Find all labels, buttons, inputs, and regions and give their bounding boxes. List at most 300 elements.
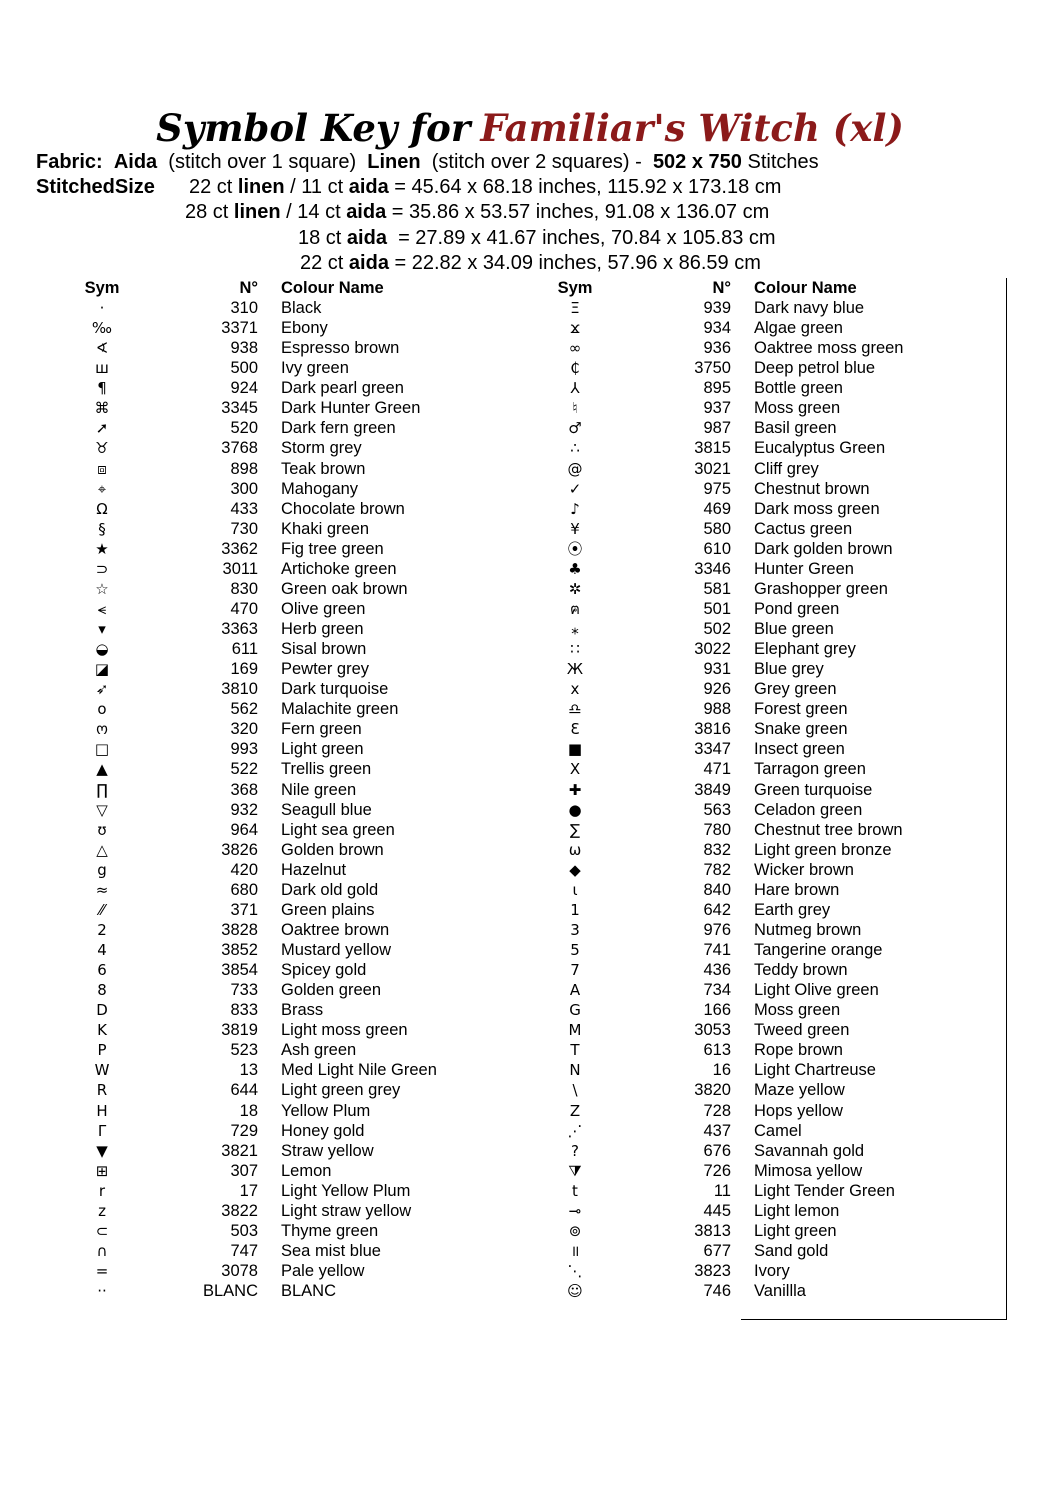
table-row <box>541 378 961 398</box>
colour-name: Chestnut tree brown <box>754 820 903 839</box>
table-row <box>68 940 488 960</box>
table-row <box>68 920 488 940</box>
colour-name: Spicey gold <box>281 961 367 980</box>
colour-name: Green plains <box>281 900 375 919</box>
dmc-number: 3810 <box>221 680 258 699</box>
colour-name: Light green bronze <box>754 840 892 859</box>
dmc-number: 746 <box>703 1282 731 1301</box>
dmc-number: 433 <box>230 499 258 518</box>
colour-name: Black <box>281 299 322 317</box>
symbol-glyph: ¥ <box>570 519 580 538</box>
stitched-size-label: StitchedSize <box>36 176 155 198</box>
symbol-glyph: ✲ <box>568 579 582 598</box>
symbol-glyph: ⪪ <box>97 599 107 618</box>
colour-name: Med Light Nile Green <box>281 1061 437 1080</box>
colour-name: Nile green <box>281 780 357 799</box>
colour-name: Brass <box>281 1001 324 1020</box>
colour-name: Trellis green <box>281 760 372 779</box>
colour-name: Insect green <box>754 740 845 759</box>
dmc-number: 169 <box>230 660 258 679</box>
colour-name: Wicker brown <box>754 860 854 879</box>
symbol-glyph: ⅄ <box>570 379 580 398</box>
colour-name: Teddy brown <box>754 961 848 980</box>
dmc-number: 840 <box>703 880 731 899</box>
table-row <box>68 418 488 438</box>
symbol-glyph: ♂ <box>568 419 582 438</box>
symbol-glyph: ʊ <box>97 820 107 839</box>
header-sym: Sym <box>84 279 120 297</box>
size-line-3: 18 ct aida = 27.89 x 41.67 inches, 70.84 x 105.83 cm <box>298 227 776 249</box>
dmc-number: 741 <box>703 941 731 959</box>
symbol-glyph: ? <box>571 1141 579 1160</box>
symbol-table-right <box>541 278 961 1301</box>
table-row <box>68 579 488 599</box>
colour-name: Dark Hunter Green <box>281 399 421 418</box>
symbol-glyph: G <box>569 1001 581 1020</box>
colour-name: Cliff grey <box>754 459 819 478</box>
colour-name: Pewter grey <box>281 660 370 679</box>
dmc-number: 729 <box>230 1121 258 1140</box>
dmc-number: 938 <box>230 339 258 358</box>
table-row <box>68 900 488 920</box>
symbol-glyph: Ⅹ <box>569 760 581 779</box>
dmc-number: 11 <box>713 1181 731 1200</box>
dmc-number: 520 <box>230 419 258 438</box>
dmc-number: 3822 <box>221 1201 258 1220</box>
table-row <box>68 980 488 1000</box>
dmc-number: 3849 <box>694 780 731 799</box>
colour-name: Fig tree green <box>281 539 384 558</box>
dmc-number: 987 <box>703 419 731 438</box>
colour-name: Algae green <box>754 319 843 338</box>
header-colour-name: Colour Name <box>281 279 384 297</box>
symbol-glyph: \ <box>572 1081 578 1100</box>
colour-name: Tangerine orange <box>754 941 883 959</box>
table-row <box>541 960 961 980</box>
dmc-number: 780 <box>703 820 731 839</box>
symbol-glyph: ⊞ <box>95 1161 109 1180</box>
colour-name: Green oak brown <box>281 579 408 598</box>
symbol-glyph: ⋱ <box>567 1262 583 1280</box>
table-row <box>541 900 961 920</box>
symbol-glyph: ∏ <box>96 780 108 799</box>
table-row <box>541 1181 961 1201</box>
fabric-line <box>36 150 819 175</box>
dmc-number: BLANC <box>202 1282 258 1301</box>
table-row <box>541 1000 961 1020</box>
table-row <box>541 1261 961 1281</box>
symbol-glyph: ш <box>95 359 109 378</box>
stitch-dimensions: 502 x 750 <box>652 151 742 173</box>
colour-name: Ebony <box>281 319 328 338</box>
symbol-glyph: ⌘ <box>94 399 110 418</box>
colour-name: Herb green <box>281 620 364 638</box>
symbol-glyph: z <box>98 1201 106 1220</box>
dmc-number: 503 <box>230 1221 258 1240</box>
colour-name: Pond green <box>754 599 840 618</box>
dmc-number: 3363 <box>221 620 258 638</box>
symbol-glyph: ♎ <box>568 700 582 719</box>
table-row <box>68 1080 488 1100</box>
fabric-linen: Linen <box>367 151 421 173</box>
dmc-number: 936 <box>703 339 731 358</box>
dmc-number: 580 <box>703 519 731 538</box>
table-row <box>541 418 961 438</box>
symbol-glyph: ω <box>568 840 582 859</box>
colour-name: Hare brown <box>754 880 840 899</box>
size-line-1: 22 ct linen / 11 ct aida = 45.64 x 68.18 inches, 115.92 x 173.18 cm <box>189 176 782 198</box>
symbol-glyph: ♮ <box>572 399 578 418</box>
symbol-glyph: K <box>97 1021 107 1040</box>
symbol-glyph: 5 <box>570 941 580 959</box>
dmc-number: 833 <box>230 1001 258 1020</box>
colour-name: Storm grey <box>281 439 362 458</box>
colour-name: Blue green <box>754 620 834 638</box>
colour-name: Light green grey <box>281 1081 401 1100</box>
symbol-glyph: ⊃ <box>95 559 109 578</box>
table-row <box>541 1121 961 1141</box>
symbol-glyph: ∢ <box>95 339 109 358</box>
dmc-number: 3750 <box>694 359 731 378</box>
dmc-number: 3823 <box>694 1262 731 1280</box>
dmc-number: 3821 <box>221 1141 258 1160</box>
table-row <box>68 1121 488 1141</box>
dmc-number: 3362 <box>221 539 258 558</box>
border-line-bottom <box>741 1319 1007 1320</box>
table-row <box>541 459 961 479</box>
table-row <box>541 579 961 599</box>
symbol-glyph: 7 <box>570 961 580 980</box>
colour-name: Ivory <box>754 1262 790 1280</box>
symbol-glyph: R <box>96 1081 108 1100</box>
dmc-number: 932 <box>230 800 258 819</box>
colour-name: Basil green <box>754 419 837 438</box>
table-row <box>68 1020 488 1040</box>
table-row <box>541 880 961 900</box>
table-row <box>68 1281 488 1301</box>
dmc-number: 934 <box>703 319 731 338</box>
dmc-number: 676 <box>703 1141 731 1160</box>
colour-name: Dark old gold <box>281 880 379 899</box>
dmc-number: 3021 <box>694 459 731 478</box>
colour-name: Teak brown <box>281 459 366 478</box>
symbol-glyph: ¶ <box>97 379 107 398</box>
table-row <box>68 479 488 499</box>
symbol-glyph: t <box>572 1181 578 1200</box>
table-row <box>541 1020 961 1040</box>
symbol-glyph: ₵ <box>570 359 580 378</box>
table-row <box>541 1241 961 1261</box>
table-row <box>541 840 961 860</box>
dmc-number: 734 <box>703 981 731 1000</box>
dmc-number: 730 <box>230 519 258 538</box>
symbol-glyph: Ω <box>96 499 108 518</box>
table-row <box>541 479 961 499</box>
symbol-glyph: g <box>97 860 107 879</box>
dmc-number: 3011 <box>222 559 258 578</box>
colour-name: Light lemon <box>754 1201 840 1220</box>
table-row <box>68 820 488 840</box>
colour-name: Light moss green <box>281 1021 408 1040</box>
colour-name: Lemon <box>281 1161 332 1180</box>
dmc-number: 471 <box>703 760 731 779</box>
dmc-number: 988 <box>703 700 731 719</box>
table-row <box>541 719 961 739</box>
colour-name: Nutmeg brown <box>754 920 862 939</box>
colour-name: Sea mist blue <box>281 1241 381 1260</box>
table-row <box>68 679 488 699</box>
colour-name: Khaki green <box>281 519 370 538</box>
colour-name: Chocolate brown <box>281 499 405 518</box>
colour-name: Oaktree moss green <box>754 339 904 358</box>
dmc-number: 307 <box>230 1161 258 1180</box>
symbol-glyph: ɩ <box>572 880 578 899</box>
table-row <box>541 1281 961 1301</box>
colour-name: Moss green <box>754 1001 841 1020</box>
colour-name: Espresso brown <box>281 339 400 358</box>
header-colour-name: Colour Name <box>754 279 857 297</box>
colour-name: Chestnut brown <box>754 479 870 498</box>
table-row <box>541 599 961 619</box>
dmc-number: 523 <box>230 1041 258 1060</box>
symbol-glyph: 4 <box>97 941 107 959</box>
colour-name: Mimosa yellow <box>754 1161 863 1180</box>
colour-name: Oaktree brown <box>281 920 390 939</box>
table-row <box>68 1040 488 1060</box>
colour-name: Camel <box>754 1121 802 1140</box>
colour-name: Grey green <box>754 680 837 699</box>
colour-name: Olive green <box>281 599 366 618</box>
colour-name: Mustard yellow <box>281 941 392 959</box>
table-row <box>541 298 961 318</box>
table-row <box>541 559 961 579</box>
dmc-number: 3768 <box>221 439 258 458</box>
table-row <box>68 840 488 860</box>
symbol-glyph: ∞ <box>568 339 582 358</box>
dmc-number: 500 <box>230 359 258 378</box>
colour-name: Pale yellow <box>281 1262 365 1280</box>
dmc-number: 677 <box>703 1241 731 1260</box>
symbol-glyph: Γ <box>97 1121 107 1140</box>
symbol-glyph: ⊚ <box>568 1221 582 1240</box>
dmc-number: 502 <box>703 620 731 638</box>
dmc-number: 733 <box>230 981 258 1000</box>
symbol-glyph: ♉ <box>95 439 109 458</box>
symbol-glyph: ♪ <box>570 499 580 518</box>
table-row <box>68 298 488 318</box>
symbol-glyph: ♣ <box>568 559 582 578</box>
symbol-glyph: 6 <box>97 961 107 980</box>
colour-name: Rope brown <box>754 1041 843 1060</box>
colour-name: Cactus green <box>754 519 853 538</box>
dmc-number: 642 <box>703 900 731 919</box>
table-row <box>68 960 488 980</box>
colour-name: Mahogany <box>281 479 359 498</box>
symbol-glyph: ∑ <box>569 820 581 839</box>
table-row <box>541 639 961 659</box>
symbol-glyph: § <box>98 519 106 538</box>
colour-name: Yellow Plum <box>281 1101 371 1120</box>
table-row <box>68 1221 488 1241</box>
symbol-glyph: Z <box>569 1101 581 1120</box>
symbol-glyph: 8 <box>97 981 107 1000</box>
colour-name: Blue grey <box>754 660 824 679</box>
table-row <box>541 820 961 840</box>
dmc-number: 926 <box>703 680 731 699</box>
colour-name: Celadon green <box>754 800 863 819</box>
colour-name: Dark navy blue <box>754 299 865 317</box>
table-row <box>68 1000 488 1020</box>
symbol-glyph: ϫ <box>570 319 580 338</box>
colour-name: Fern green <box>281 720 362 739</box>
symbol-glyph: ≈ <box>95 880 109 899</box>
colour-name: Earth grey <box>754 900 831 919</box>
dmc-number: 898 <box>230 459 258 478</box>
table-row <box>541 1141 961 1161</box>
dmc-number: 368 <box>230 780 258 799</box>
symbol-glyph: ·· <box>97 1282 107 1301</box>
symbol-glyph: 1 <box>570 900 580 919</box>
symbol-glyph: ო <box>96 720 108 739</box>
dmc-number: 3815 <box>694 439 731 458</box>
symbol-glyph: ॥ <box>570 1241 580 1260</box>
colour-name: Dark moss green <box>754 499 880 518</box>
colour-name: Bottle green <box>754 379 843 398</box>
dmc-number: 3346 <box>694 559 731 578</box>
table-row <box>68 880 488 900</box>
table-row <box>541 980 961 1000</box>
table-row <box>68 619 488 639</box>
table-row <box>68 1101 488 1121</box>
dmc-number: 436 <box>703 961 731 980</box>
dmc-number: 3078 <box>221 1262 258 1280</box>
colour-name: Savannah gold <box>754 1141 865 1160</box>
dmc-number: 993 <box>230 740 258 759</box>
table-row <box>541 1201 961 1221</box>
table-row <box>68 1201 488 1221</box>
table-row <box>541 739 961 759</box>
title-prefix: Symbol Key for <box>156 106 471 150</box>
colour-name: Vanillla <box>754 1282 806 1301</box>
dmc-number: 747 <box>230 1241 258 1260</box>
colour-name: Eucalyptus Green <box>754 439 886 458</box>
symbol-glyph: ⁎ <box>571 620 579 638</box>
table-row <box>541 759 961 779</box>
stitches-label: Stitches <box>747 151 819 173</box>
symbol-glyph: Ж <box>566 660 584 679</box>
colour-name: Hops yellow <box>754 1101 843 1120</box>
colour-name: Ash green <box>281 1041 357 1060</box>
table-row <box>68 599 488 619</box>
symbol-glyph: ◒ <box>95 640 109 659</box>
table-header <box>68 278 488 298</box>
symbol-glyph: x <box>570 680 580 699</box>
size-line-2: 28 ct linen / 14 ct aida = 35.86 x 53.57 inches, 91.08 x 136.07 cm <box>185 201 770 223</box>
table-row <box>541 659 961 679</box>
symbol-glyph: ⌖ <box>97 479 107 498</box>
table-row <box>68 338 488 358</box>
colour-name: Maze yellow <box>754 1081 845 1100</box>
symbol-glyph: ⧈ <box>97 459 107 478</box>
table-row <box>68 759 488 779</box>
dmc-number: 3345 <box>221 399 258 418</box>
symbol-glyph: ⦿ <box>567 539 583 558</box>
table-row <box>541 1040 961 1060</box>
dmc-number: 445 <box>703 1201 731 1220</box>
dmc-number: 931 <box>703 660 731 679</box>
symbol-glyph: = <box>95 1262 109 1280</box>
dmc-number: 610 <box>703 539 731 558</box>
fabric-label: Fabric: <box>36 151 103 173</box>
table-row <box>541 1060 961 1080</box>
dmc-number: 469 <box>703 499 731 518</box>
table-row <box>541 1221 961 1241</box>
table-row <box>68 499 488 519</box>
symbol-glyph: ⊸ <box>568 1201 582 1220</box>
symbol-glyph: ◆ <box>569 860 581 879</box>
colour-name: Elephant grey <box>754 640 856 659</box>
dmc-number: 613 <box>703 1041 731 1060</box>
colour-name: BLANC <box>281 1282 337 1301</box>
dmc-number: 611 <box>231 640 258 659</box>
border-line-vertical <box>1006 278 1007 1320</box>
fabric-linen-note: (stitch over 2 squares) - <box>431 151 642 173</box>
dmc-number: 3053 <box>694 1021 731 1040</box>
symbol-glyph: o <box>97 700 107 719</box>
dmc-number: 3813 <box>694 1221 731 1240</box>
table-row <box>68 1261 488 1281</box>
colour-name: Dark turquoise <box>281 680 389 699</box>
table-row <box>68 358 488 378</box>
colour-name: Light green <box>281 740 364 759</box>
symbol-glyph: △ <box>96 840 108 859</box>
symbol-glyph: ‰ <box>91 319 113 338</box>
colour-name: Ivy green <box>281 359 349 378</box>
table-row <box>541 318 961 338</box>
table-row <box>541 860 961 880</box>
dmc-number: 420 <box>230 860 258 879</box>
symbol-glyph: 3 <box>570 920 580 939</box>
dmc-number: 976 <box>703 920 731 939</box>
symbol-glyph: ⧩ <box>568 1161 582 1180</box>
colour-name: Straw yellow <box>281 1141 374 1160</box>
dmc-number: 581 <box>703 579 731 598</box>
colour-name: Hazelnut <box>281 860 347 879</box>
table-row <box>68 459 488 479</box>
colour-name: Sisal brown <box>281 640 367 659</box>
symbol-glyph: r <box>98 1181 106 1200</box>
symbol-glyph: ⁄⁄ <box>99 900 105 919</box>
table-row <box>68 318 488 338</box>
colour-name: Forest green <box>754 700 848 719</box>
dmc-number: 830 <box>230 579 258 598</box>
symbol-glyph: D <box>96 1001 108 1020</box>
dmc-number: 680 <box>230 880 258 899</box>
fabric-aida: Aida <box>113 151 158 173</box>
dmc-number: 562 <box>230 700 258 719</box>
symbol-glyph: T <box>570 1041 580 1060</box>
symbol-glyph: ▲ <box>96 760 108 779</box>
symbol-glyph: ➚ <box>95 419 109 438</box>
table-row <box>68 539 488 559</box>
table-row <box>541 1161 961 1181</box>
symbol-glyph: M <box>568 1021 582 1040</box>
table-row <box>68 398 488 418</box>
dmc-number: 3852 <box>221 941 258 959</box>
colour-name: Grashopper green <box>754 579 888 598</box>
table-row <box>68 739 488 759</box>
symbol-glyph: ✓ <box>568 479 582 498</box>
